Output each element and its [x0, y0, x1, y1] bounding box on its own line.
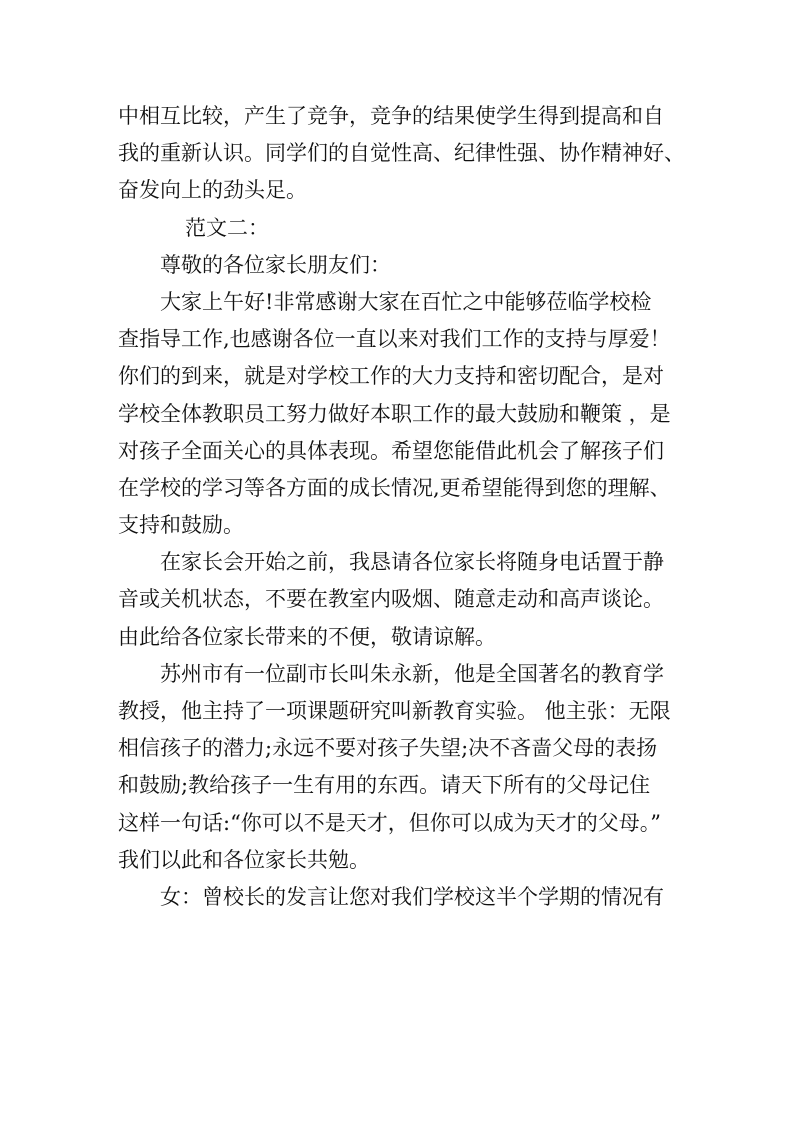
text-line: 支持和鼓励。: [118, 513, 244, 538]
text-line: 在家长会开始之前，我恳请各位家长将随身电话置于静: [160, 550, 664, 575]
text-line: 学校全体教职员工努力做好本职工作的最大鼓励和鞭策 ，是: [118, 401, 671, 426]
text-line: 大家上午好!非常感谢大家在百忙之中能够莅临学校检: [160, 289, 652, 314]
text-line: 和鼓励;教给孩子一生有用的东西。请天下所有的父母记住: [118, 773, 651, 798]
text-line: 由此给各位家长带来的不便，敬请谅解。: [118, 624, 496, 649]
text-line: 音或关机状态，不要在教室内吸烟、随意走动和高声谈论。: [118, 587, 664, 612]
salutation: 尊敬的各位家长朋友们：: [160, 252, 391, 277]
text-line: 在学校的学习等各方面的成长情况,更希望能得到您的理解、: [118, 475, 671, 500]
text-line: 对孩子全面关心的具体表现。希望您能借此机会了解孩子们: [118, 438, 664, 463]
section-heading: 范文二：: [185, 215, 269, 240]
text-line: 相信孩子的潜力;永远不要对孩子失望;决不吝啬父母的表扬: [118, 736, 658, 761]
text-line: 女：曾校长的发言让您对我们学校这半个学期的情况有: [160, 884, 664, 909]
text-line: 中相互比较，产生了竞争，竞争的结果使学生得到提高和自: [118, 104, 664, 128]
text-line: 我们以此和各位家长共勉。: [118, 847, 370, 872]
document-body: [118, 98, 688, 916]
text-line: 这样一句话:“你可以不是天才，但你可以成为天才的父母。”: [118, 810, 662, 835]
text-line: 教授，他主持了一项课题研究叫新教育实验。 他主张：无限: [118, 699, 671, 723]
text-line: 奋发向上的劲头足。: [118, 178, 307, 203]
text-line: 苏州市有一位副市长叫朱永新，他是全国著名的教育学: [160, 661, 664, 686]
text-line: 你们的到来，就是对学校工作的大力支持和密切配合，是对: [118, 364, 664, 389]
text-line: 我的重新认识。同学们的自觉性高、纪律性强、协作精神好、: [118, 141, 685, 166]
text-line: 查指导工作,也感谢各位一直以来对我们工作的支持与厚爱！: [118, 327, 671, 352]
